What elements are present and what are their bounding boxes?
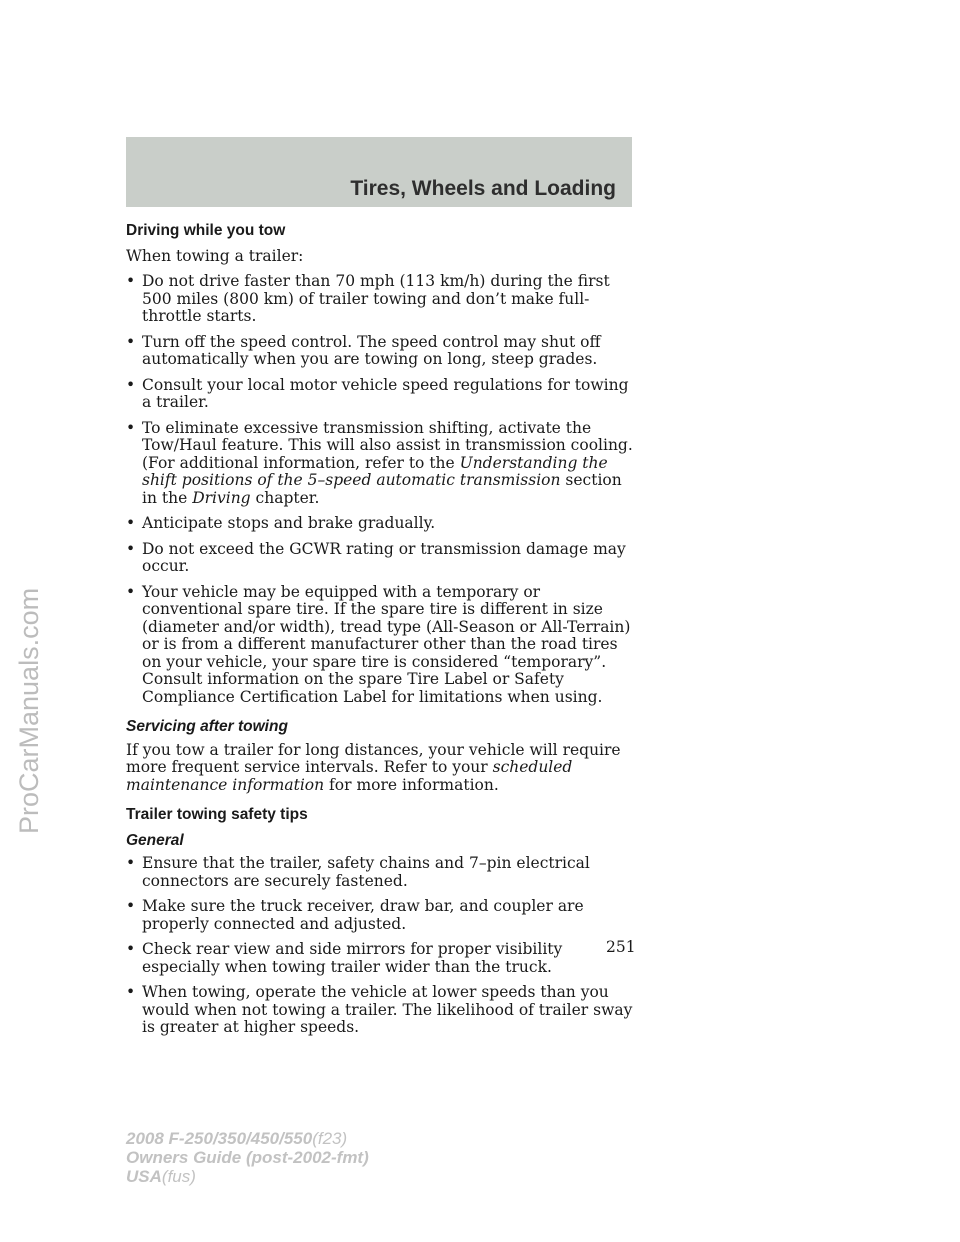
list-item: • Make sure the truck receiver, draw bar, and coupler are properly connected and adjusted. — [126, 897, 584, 933]
bullet-icon: • — [126, 854, 136, 872]
driving-intro: When towing a trailer: — [126, 246, 304, 265]
reference-shift-positions: Understanding the shift positions of the 5–speed automatic transmission — [142, 453, 608, 489]
bullet-icon: • — [126, 418, 136, 437]
bullet-icon: • — [126, 940, 136, 958]
bullet-icon: • — [126, 375, 136, 394]
reference-scheduled-maintenance: scheduled maintenance information — [126, 758, 573, 794]
bullet-icon: • — [126, 332, 136, 351]
list-item: • Do not exceed the GCWR rating or transmission damage may occur. — [126, 539, 626, 575]
servicing-paragraph: If you tow a trailer for long distances, your vehicle will require more frequent service intervals. Refer to your scheduled maintenance information for more information. — [126, 740, 621, 794]
document-footer — [126, 1129, 369, 1186]
page-content — [126, 222, 638, 1045]
list-item: • Ensure that the trailer, safety chains and 7–pin electrical connectors are securely fastened. — [126, 854, 590, 890]
reference-driving-chapter: Driving — [192, 488, 251, 507]
bullet-icon: • — [126, 514, 136, 532]
footer-line-region: USA(fus) — [126, 1167, 196, 1186]
list-item: • Consult your local motor vehicle speed regulations for towing a trailer. — [126, 375, 629, 411]
heading-trailer-towing-safety-tips: Trailer towing safety tips — [126, 806, 308, 823]
driving-bullet-list — [126, 273, 638, 706]
bullet-icon: • — [126, 897, 136, 915]
heading-driving-while-you-tow: Driving while you tow — [126, 222, 286, 239]
list-item: • Turn off the speed control. The speed control may shut off automatically when you are towing on long, steep grades. — [126, 332, 601, 368]
safety-bullet-list — [126, 855, 638, 1037]
page-number: 251 — [606, 938, 636, 956]
footer-line-model: 2008 F-250/350/450/550(f23) — [126, 1129, 348, 1148]
bullet-icon: • — [126, 582, 136, 601]
bullet-icon: • — [126, 272, 136, 290]
list-item: • Do not drive faster than 70 mph (113 km/h) during the first 500 miles (800 km) of trailer towing and don’t make full-throttle starts. — [126, 272, 610, 325]
list-item: • Check rear view and side mirrors for proper visibility especially when towing trailer wider than the truck. — [126, 940, 563, 976]
list-item: • Anticipate stops and brake gradually. — [126, 514, 436, 532]
subheading-general: General — [126, 831, 184, 849]
footer-line-guide: Owners Guide (post-2002-fmt) — [126, 1148, 369, 1167]
section-title: Tires, Wheels and Loading — [350, 177, 616, 200]
list-item: • When towing, operate the vehicle at lower speeds than you would when not towing a trailer. The likelihood of trailer sway is greater at higher speeds. — [126, 983, 633, 1036]
watermark: ProCarManuals.com — [14, 587, 44, 834]
section-header-band — [126, 137, 632, 207]
bullet-icon: • — [126, 539, 136, 558]
bullet-icon: • — [126, 983, 136, 1001]
heading-servicing-after-towing: Servicing after towing — [126, 718, 288, 735]
list-item: • Your vehicle may be equipped with a temporary or conventional spare tire. If the spare tire is different in size (diameter and/or width), tread type (All-Season or All-Terrain) or is from a different manufacturer other than the road tires on your vehicle, your spare tire is considered “temporary”. Consult information on the spare Tire Label or Safety Compliance Certification Label for limitations when using. — [126, 582, 631, 706]
list-item: • To eliminate excessive transmission shifting, activate the Tow/Haul feature. This will also assist in transmission cooling. (For additional information, refer to the Understanding the shift positions of the 5–speed automatic transmission section in the Driving chapter. — [126, 418, 633, 507]
